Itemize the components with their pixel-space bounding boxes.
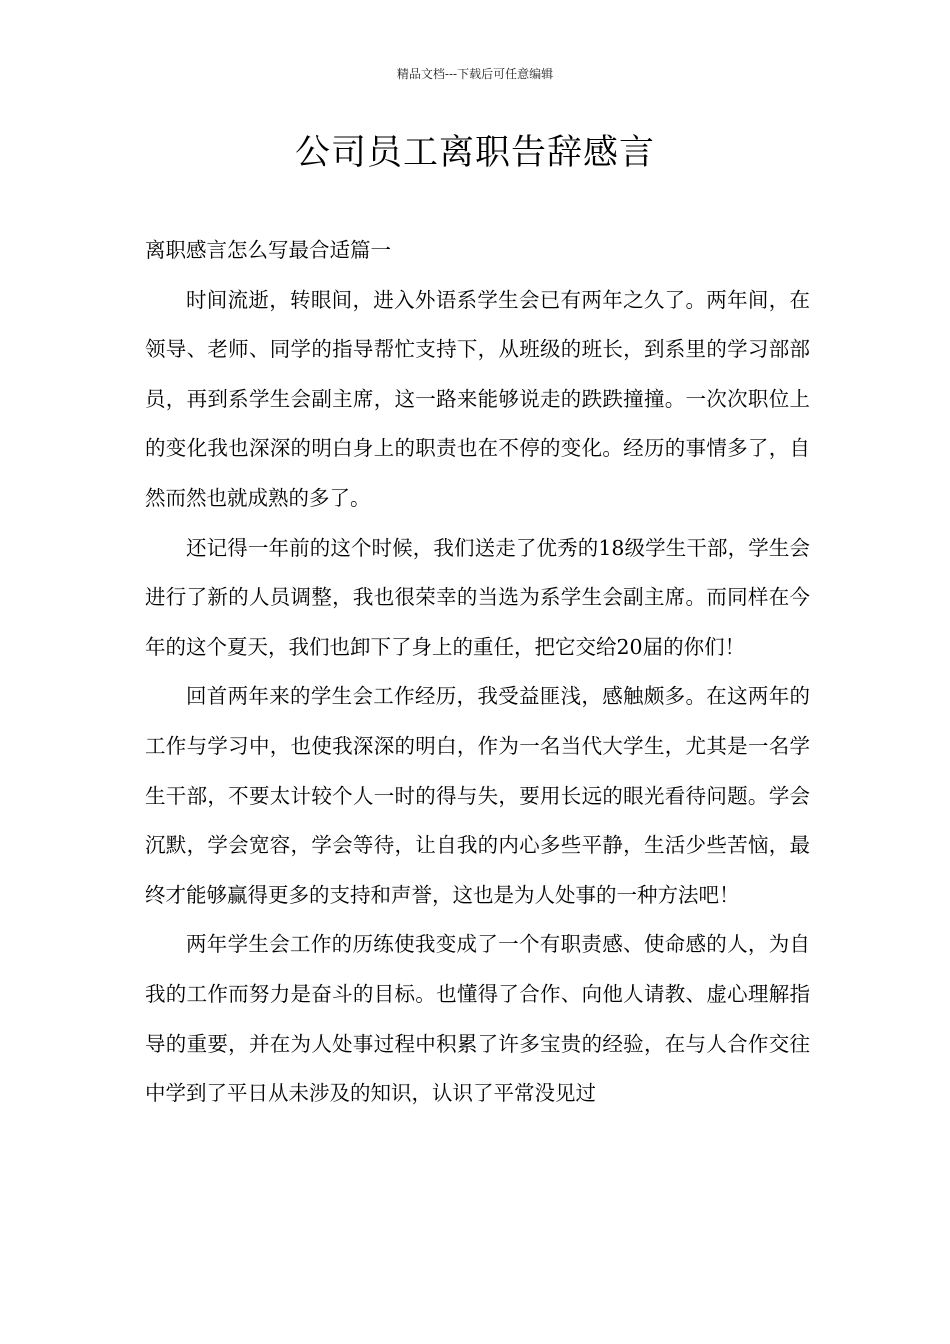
section-heading: 离职感言怎么写最合适篇一 [145, 238, 391, 262]
body-paragraph: 时间流逝，转眼间，进入外语系学生会已有两年之久了。两年间，在领导、老师、同学的指导帮忙支持下，从班级的班长，到系里的学习部部员，再到系学生会副主席，这一路来能够说走的跌跌撞撞。一次次职位上的变化我也深深的明白身上的职责也在不停的变化。经历的事情多了，自然而然也就成熟的多了。 [145, 287, 810, 510]
header-note: 精品文档---下载后可任意编辑 [396, 67, 554, 81]
body-paragraph: 还记得一年前的这个时候，我们送走了优秀的18级学生干部，学生会进行了新的人员调整，我也很荣幸的当选为系学生会副主席。而同样在今年的这个夏天，我们也卸下了身上的重任，把它交给20届的你们！ [145, 535, 810, 659]
body-paragraph: 两年学生会工作的历练使我变成了一个有职责感、使命感的人，为自我的工作而努力是奋斗的目标。也懂得了合作、向他人请教、虚心理解指导的重要，并在为人处事过程中积累了许多宝贵的经验，在与人合作交往中学到了平日从未涉及的知识，认识了平常没见过 [145, 932, 810, 1106]
document-title: 公司员工离职告辞感言 [294, 133, 655, 173]
body-paragraph: 回首两年来的学生会工作经历，我受益匪浅，感触颇多。在这两年的工作与学习中，也使我深深的明白，作为一名当代大学生，尤其是一名学生干部，不要太计较个人一时的得与失，要用长远的眼光看待问题。学会沉默，学会宽容，学会等待，让自我的内心多些平静，生活少些苦恼，最终才能够赢得更多的支持和声誉，这也是为人处事的一种方法吧！ [145, 684, 810, 907]
document-body [145, 226, 810, 1119]
